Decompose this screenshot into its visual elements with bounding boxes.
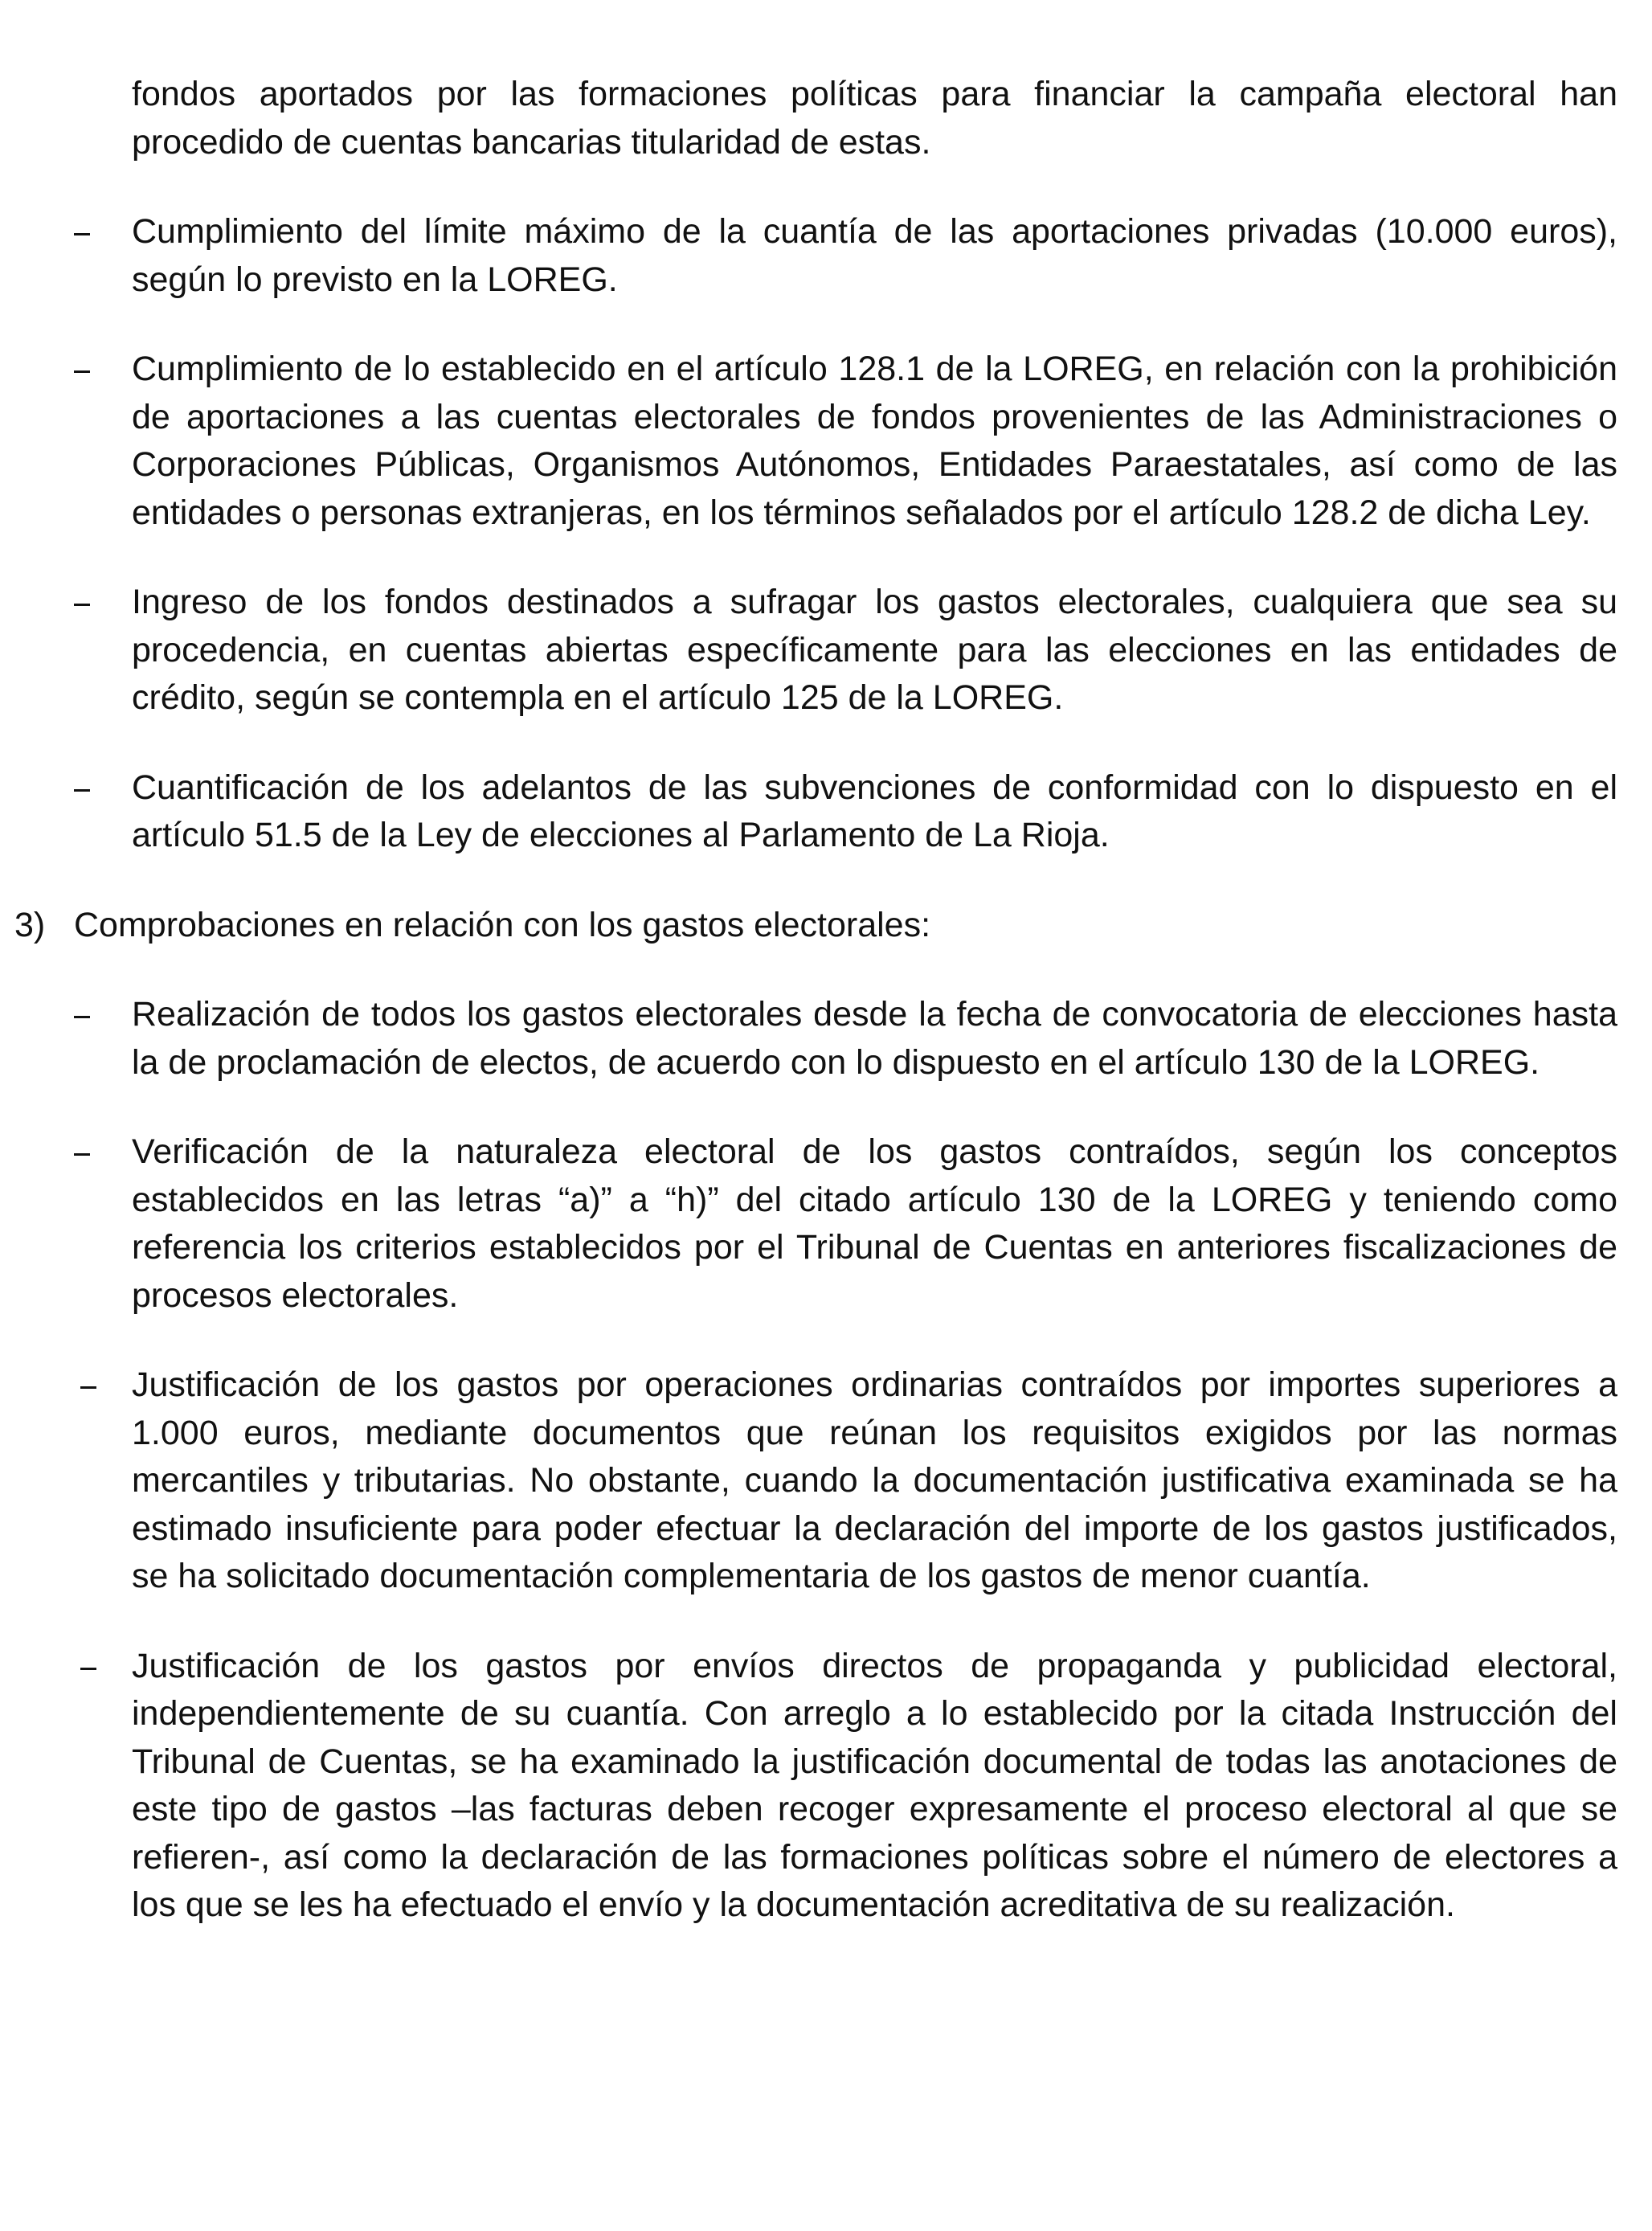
list-item-text: Justificación de los gastos por envíos directos de propaganda y publicidad electoral, independientemente de su cuantía. Con arreglo a lo establecido por la citada Instrucción del Tribunal de Cuentas, se ha examinado la justificación documental de todas las anotaciones de este tipo de gastos –las facturas deben recoger expresamente el proceso electoral al que se refieren-, así como la declaración de las formaciones políticas sobre el número de electores a los que se les ha efectuado el envío y la documentación acreditativa de su realización. <box>132 1646 1617 1924</box>
list-item-text: Cumplimiento de lo establecido en el artículo 128.1 de la LOREG, en relación con la prohibición de aportaciones a las cuentas electorales de fondos provenientes de las Administraciones o Corporaciones Públicas, Organismos Autónomos, Entidades Paraestatales, así como de las entidades o personas extranjeras, en los términos señalados por el artículo 128.2 de dicha Ley. <box>132 350 1617 532</box>
list-item <box>132 579 1617 723</box>
list-item-text: Verificación de la naturaleza electoral de los gastos contraídos, según los conceptos establecidos en las letras “a)” a “h)” del citado artículo 130 de la LOREG y teniendo como referencia los criterios establecidos por el Tribunal de Cuentas en anteriores fiscalizaciones de procesos electorales. <box>132 1132 1617 1315</box>
section-heading-text: Comprobaciones en relación con los gastos electorales: <box>74 905 931 944</box>
list-item <box>132 346 1617 537</box>
list-item <box>132 764 1617 860</box>
list-item <box>132 208 1617 304</box>
list-item <box>132 1128 1617 1320</box>
section-heading <box>14 902 1617 950</box>
list-item <box>132 1361 1617 1601</box>
list-item-text: Justificación de los gastos por operaciones ordinarias contraídos por importes superiores a 1.000 euros, mediante documentos que reúnan los requisitos exigidos por las normas mercantiles y tributarias. No obstante, cuando la documentación justificativa examinada se ha estimado insuficiente para poder efectuar la declaración del importe de los gastos justificados, se ha solicitado documentación complementaria de los gastos de menor cuantía. <box>132 1365 1617 1595</box>
section-number: 3) <box>14 905 46 944</box>
list-item-text: Ingreso de los fondos destinados a sufragar los gastos electorales, cualquiera que sea su procedencia, en cuentas abiertas específicamente para las elecciones en las entidades de crédito, según se contempla en el artículo 125 de la LOREG. <box>132 583 1617 717</box>
list-item <box>132 991 1617 1087</box>
continuation-paragraph: fondos aportados por las formaciones políticas para financiar la campaña electoral han procedido de cuentas bancarias titularidad de estas. <box>132 75 1617 162</box>
list-item-text: Realización de todos los gastos electorales desde la fecha de convocatoria de elecciones hasta la de proclamación de electos, de acuerdo con lo dispuesto en el artículo 130 de la LOREG. <box>132 995 1617 1082</box>
list-item-text: Cuantificación de los adelantos de las subvenciones de conformidad con lo dispuesto en el artículo 51.5 de la Ley de elecciones al Parlamento de La Rioja. <box>132 768 1617 854</box>
list-item <box>132 1643 1617 1930</box>
list-item-text: Cumplimiento del límite máximo de la cuantía de las aportaciones privadas (10.000 euros), según lo previsto en la LOREG. <box>132 212 1617 299</box>
